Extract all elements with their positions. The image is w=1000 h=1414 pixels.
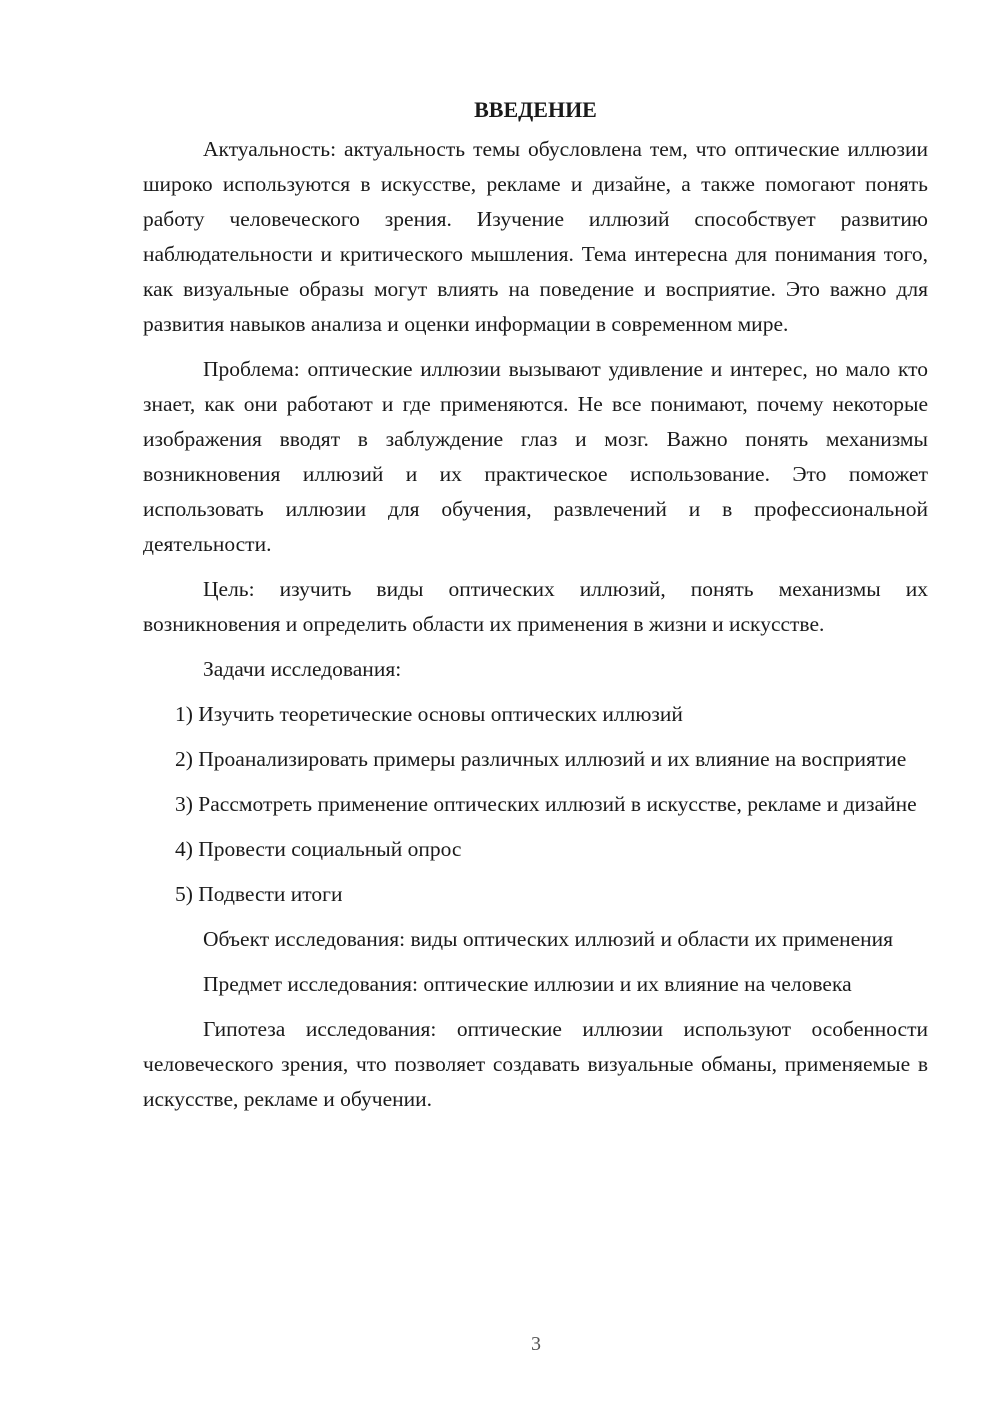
page-title: ВВЕДЕНИЕ [474, 97, 597, 122]
document-page [143, 94, 928, 1127]
paragraph-hypothesis: Гипотеза исследования: оптические иллюзии используют особенности человеческого зрения, что позволяет создавать визуальные обманы, применяемые в искусстве, рекламе и обучении. [143, 1017, 928, 1111]
paragraph-goal: Цель: изучить виды оптических иллюзий, понять механизмы их возникновения и определить области их применения в жизни и искусстве. [143, 577, 928, 636]
page-number: 3 [531, 1333, 541, 1355]
tasks-title: Задачи исследования: [203, 657, 402, 681]
paragraph-relevance: Актуальность: актуальность темы обусловлена тем, что оптические иллюзии широко используются в искусстве, рекламе и дизайне, а также помогают понять работу человеческого зрения. Изучение иллюзий способствует развитию наблюдательности и критического мышления. Тема интересна для понимания того, как визуальные образы могут влиять на поведение и восприятие. Это важно для развития навыков анализа и оценки информации в современном мире. [143, 137, 928, 336]
paragraph-subject: Предмет исследования: оптические иллюзии и их влияние на человека [203, 972, 852, 996]
task-item-2: 2) Проанализировать примеры различных иллюзий и их влияние на восприятие [175, 747, 907, 771]
task-item-3: 3) Рассмотреть применение оптических иллюзий в искусстве, рекламе и дизайне [175, 792, 917, 816]
paragraph-object: Объект исследования: виды оптических иллюзий и области их применения [203, 927, 894, 951]
task-item-5: 5) Подвести итоги [175, 882, 343, 906]
task-item-4: 4) Провести социальный опрос [175, 837, 462, 861]
task-item-1: 1) Изучить теоретические основы оптических иллюзий [175, 702, 683, 726]
paragraph-problem: Проблема: оптические иллюзии вызывают удивление и интерес, но мало кто знает, как они работают и где применяются. Не все понимают, почему некоторые изображения вводят в заблуждение глаз и мозг. Важно понять механизмы возникновения иллюзий и их практическое использование. Это поможет использовать иллюзии для обучения, развлечений и в профессиональной деятельности. [143, 357, 928, 556]
